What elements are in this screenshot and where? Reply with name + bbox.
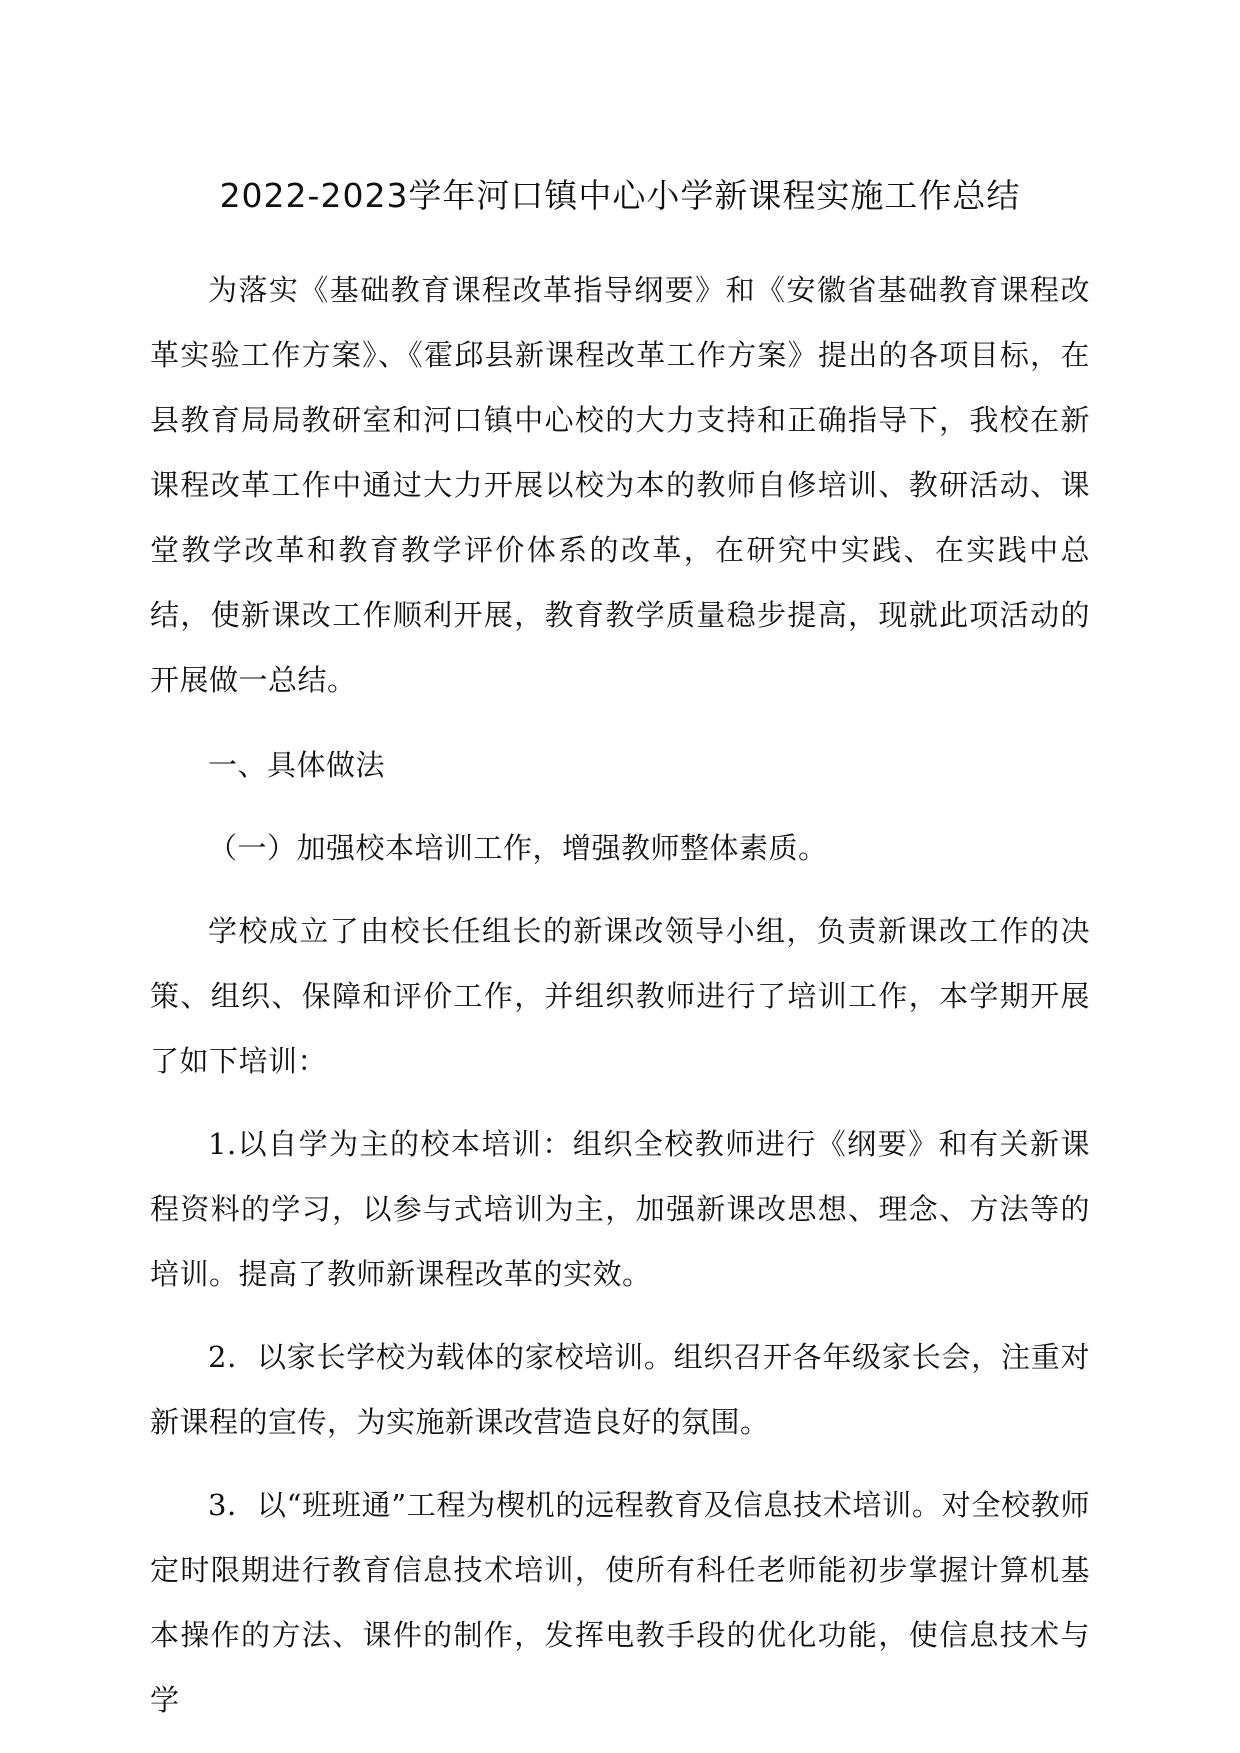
subsection-heading: （一）加强校本培训工作，增强教师整体素质。 [208,831,828,865]
list-item-1: 1.以自学为主的校本培训：组织全校教师进行《纲要》和有关新课程资料的学习，以参与式培训为主，加强新课改思想、理念、方法等的培训。提高了教师新课程改革的实效。 [150,1127,1090,1291]
intro-paragraph: 为落实《基础教育课程改革指导纲要》和《安徽省基础教育课程改革实验工作方案》、《霍邱县新课程改革工作方案》提出的各项目标，在县教育局局教研室和河口镇中心校的大力支持和正确指导下，我校在新课程改革工作中通过大力开展以校为本的教师自修培训、教研活动、课堂教学改革和教育教学评价体系的改革，在研究中实践、在实践中总结，使新课改工作顺利开展，教育教学质量稳步提高，现就此项活动的开展做一总结。 [150,273,1090,697]
list-item-3: 3．以“班班通”工程为楔机的远程教育及信息技术培训。对全校教师定时限期进行教育信息技术培训，使所有科任老师能初步掌握计算机基本操作的方法、课件的制作，发挥电教手段的优化功能，使信息技术与学 [150,1488,1090,1717]
document-body [150,258,1090,1733]
body-paragraph: 学校成立了由校长任组长的新课改领导小组，负责新课改工作的决策、组织、保障和评价工作，并组织教师进行了培训工作，本学期开展了如下培训： [150,914,1090,1078]
document-title: 2022-2023学年河口镇中心小学新课程实施工作总结 [219,176,1021,215]
list-item-2: 2．以家长学校为载体的家校培训。组织召开各年级家长会，注重对新课程的宣传，为实施新课改营造良好的氛围。 [150,1340,1090,1439]
section-heading: 一、具体做法 [208,748,386,782]
